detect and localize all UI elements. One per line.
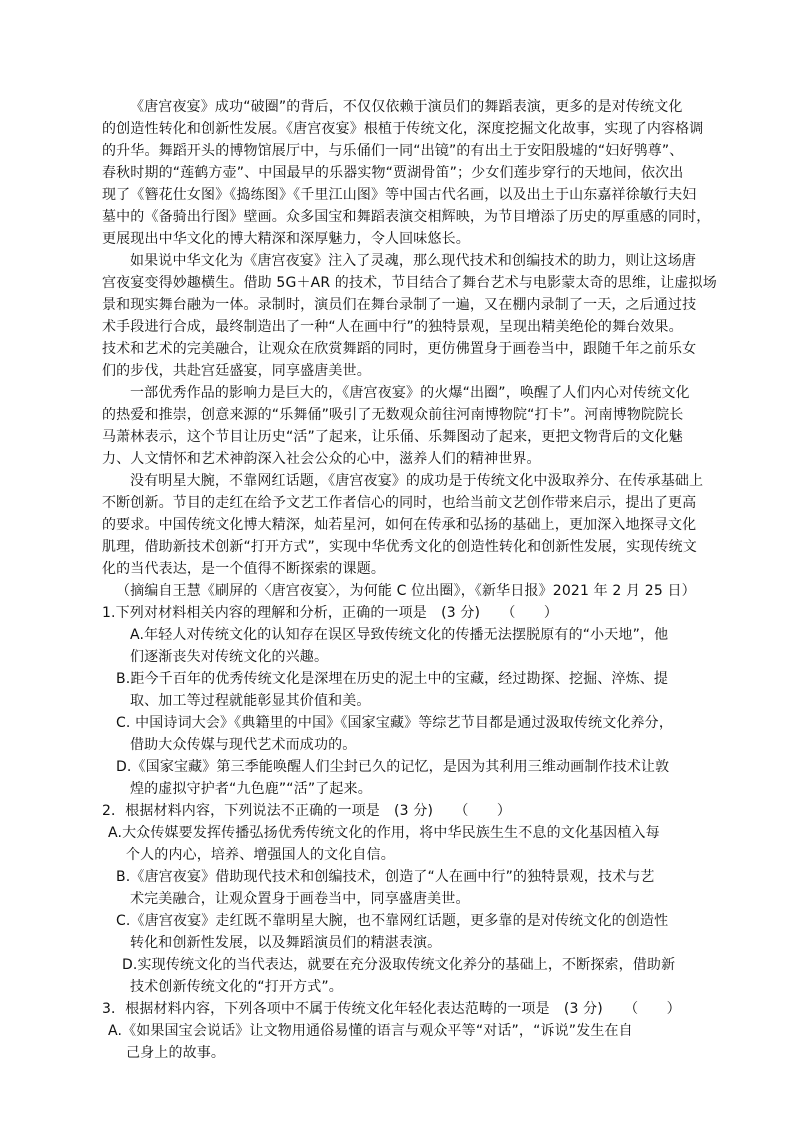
text-line: 没有明星大腕，不靠网红话题，《唐宫夜宴》的成功是于传统文化中汲取养分、在传承基础上 xyxy=(130,473,704,489)
text-line: 《唐宫夜宴》成功“破圈”的背后，不仅仅依赖于演员们的舞蹈表演，更多的是对传统文化 xyxy=(130,99,683,115)
text-line: B.《唐宫夜宴》借助现代技术和创编技术，创造了“人在画中行”的独特景观，技术与艺 xyxy=(116,869,655,885)
text-line: （摘编自王慧《刷屏的〈唐宫夜宴〉，为何能 C 位出圈》，《新华日报》2021 年 2 月 25 日） xyxy=(116,583,696,599)
text-line: 技术创新传统文化的“打开方式”。 xyxy=(130,979,343,995)
text-line: 春秋时期的“莲鹤方壶”、中国最早的乐器实物“贾湖骨笛”；少女们莲步穿行的天地间，依次出 xyxy=(102,165,684,181)
text-line: 力、人文情怀和艺术神韵深入社会公众的心中，滋养人们的精神世界。 xyxy=(102,451,541,467)
text-line: D.《国家宝藏》第三季能唤醒人们尘封已久的记忆，是因为其利用三维动画制作技术让敦 xyxy=(116,759,670,775)
text-line: A.年轻人对传统文化的认知存在误区导致传统文化的传播无法摆脱原有的“小天地”，他 xyxy=(130,627,669,643)
text-line: C. 中国诗词大会》《典籍里的中国》《国家宝藏》等综艺节目都是通过汲取传统文化养分， xyxy=(116,715,673,731)
text-line: 宫夜宴变得妙趣横生。借助 5G＋AR 的技术，节目结合了舞台艺术与电影蒙太奇的思维，让虚拟场 xyxy=(102,275,717,291)
text-line: 肌理，借助新技术创新“打开方式”，实现中华优秀文化的创造性转化和创新性发展，实现传统文 xyxy=(102,539,697,555)
text-line: 技术和艺术的完美融合，让观众在欣赏舞蹈的同时，更仿佛置身于画卷当中，跟随千年之前乐女 xyxy=(102,341,697,357)
text-line: 1.下列对材料相关内容的理解和分析，正确的一项是 (3 分) （ ） xyxy=(102,605,559,621)
text-line: 术完美融合，让观众置身于画卷当中，同享盛唐美世。 xyxy=(130,891,470,907)
text-line: 的升华。舞蹈开头的博物馆展厅中，与乐俑们一同“出镜”的有出土于安阳殷墟的“妇好鸮尊”、 xyxy=(102,143,684,159)
text-line: 如果说中华文化为《唐宫夜宴》注入了灵魂，那么现代技术和创编技术的助力，则让这场唐 xyxy=(130,253,696,269)
text-line: A.《如果国宝会说话》让文物用通俗易懂的语言与观众平等“对话”，“诉说”发生在自 xyxy=(108,1023,633,1039)
text-line: 个人的内心，培养、增强国人的文化自信。 xyxy=(126,847,395,863)
text-line: 们的步伐，共赴宫廷盛宴，同享盛唐美世。 xyxy=(102,363,371,379)
text-line: 一部优秀作品的影响力是巨大的，《唐宫夜宴》的火爆“出圈”，唤醒了人们内心对传统文化 xyxy=(130,385,690,401)
text-line: 的热爱和推崇，创意来源的“乐舞俑”吸引了无数观众前往河南博物院“打卡”。河南博物院院长 xyxy=(102,407,684,423)
text-line: 3．根据材料内容，下列各项中不属于传统文化年轻化表达范畴的一项是 (3 分) （ ） xyxy=(102,1001,681,1017)
text-line: 马萧林表示，这个节目让历史“活”了起来，让乐俑、乐舞图动了起来，更把文物背后的文化魅 xyxy=(102,429,683,445)
text-line: 的要求。中国传统文化博大精深，灿若星河，如何在传承和弘扬的基础上，更加深入地探寻文化 xyxy=(102,517,697,533)
text-line: 更展现出中华文化的博大精深和深厚魅力，令人回味悠长。 xyxy=(102,231,470,247)
text-line: 不断创新。节目的走红在给予文艺工作者信心的同时，也给当前文艺创作带来启示，提出了更高 xyxy=(102,495,697,511)
text-line: 借助大众传媒与现代艺术而成功的。 xyxy=(130,737,357,753)
text-line: 术手段进行合成，最终制造出了一种“人在画中行”的独特景观，呈现出精美绝伦的舞台效果。 xyxy=(102,319,683,335)
text-line: 现了《簪花仕女图》《捣练图》《千里江山图》等中国古代名画，以及出土于山东嘉祥徐敏行夫妇 xyxy=(102,187,697,203)
text-line: A.大众传媒要发挥传播弘扬优秀传统文化的作用，将中华民族生生不息的文化基因植入每 xyxy=(108,825,660,841)
text-line: B.距今千百年的优秀传统文化是深埋在历史的泥土中的宝藏，经过勘探、挖掘、淬炼、提 xyxy=(116,671,669,687)
text-line: 的创造性转化和创新性发展。《唐宫夜宴》根植于传统文化，深度挖掘文化故事，实现了内容格调 xyxy=(102,121,704,137)
text-line: 煌的虚拟守护者“九色鹿”“活”了起来。 xyxy=(130,781,372,797)
text-line: 转化和创新性发展，以及舞蹈演员们的精湛表演。 xyxy=(130,935,442,951)
text-line: 景和现实舞台融为一体。录制时，演员们在舞台录制了一遍，又在棚内录制了一天，之后通过技 xyxy=(102,297,697,313)
text-line: 墓中的《备骑出行图》壁画。众多国宝和舞蹈表演交相辉映，为节目增添了历史的厚重感的同时， xyxy=(102,209,711,225)
text-line: 化的当代表达，是一个值得不断探索的课题。 xyxy=(102,561,385,577)
text-line: 们逐渐丧失对传统文化的兴趣。 xyxy=(130,649,329,665)
text-line: 2．根据材料内容，下列说法不正确的一项是 (3 分) （ ） xyxy=(102,803,511,819)
text-line: C.《唐宫夜宴》走红既不靠明星大腕，也不靠网红话题，更多靠的是对传统文化的创造性 xyxy=(116,913,669,929)
text-line: 取、加工等过程就能彰显其价值和美。 xyxy=(130,693,371,709)
text-line: D.实现传统文化的当代表达，就要在充分汲取传统文化养分的基础上，不断探索，借助新 xyxy=(122,957,676,973)
text-line: 己身上的故事。 xyxy=(126,1045,226,1061)
